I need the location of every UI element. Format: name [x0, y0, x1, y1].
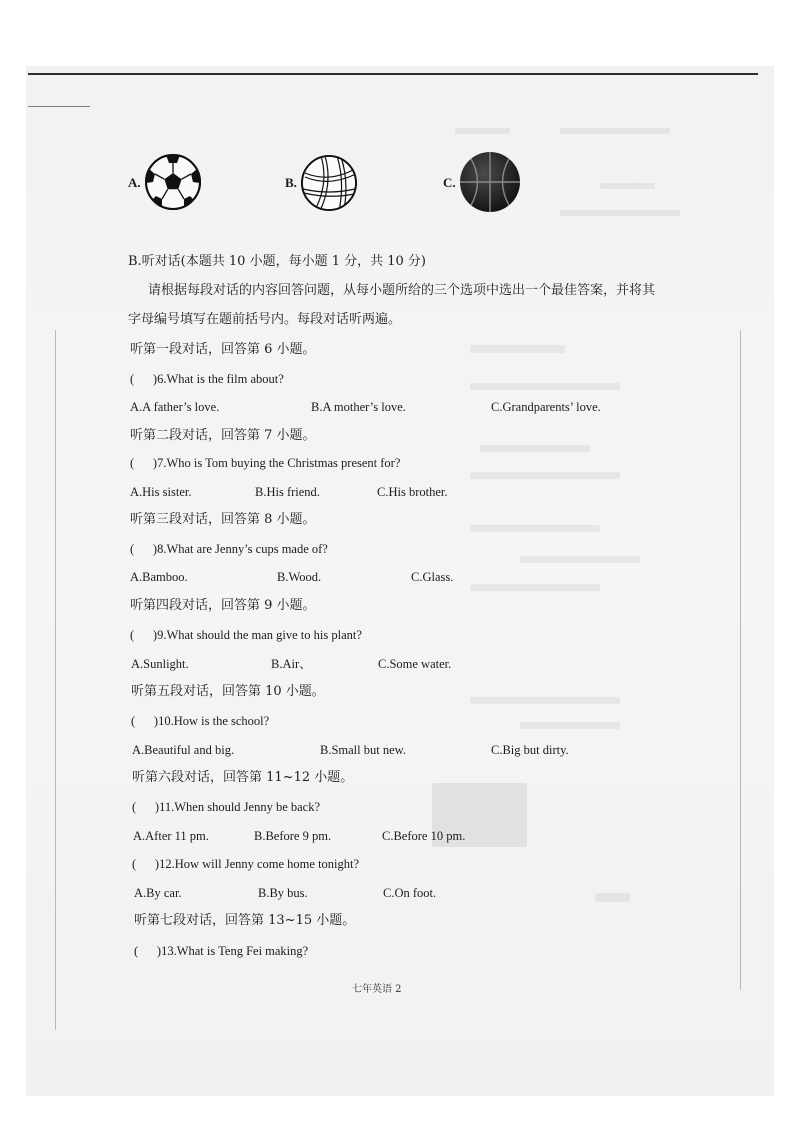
question-7-option-c: C.His brother.: [377, 485, 448, 499]
question-11-option-a: A.After 11 pm.: [133, 829, 209, 843]
question-6: ( )6.What is the film about?: [130, 372, 284, 386]
dialog-6-intro: 听第六段对话，回答第 11~12 小题。: [132, 770, 354, 785]
bleed-through-mark: [480, 445, 590, 452]
question-11-option-c: C.Before 10 pm.: [382, 829, 466, 843]
dialog-4-intro: 听第四段对话，回答第 9 小题。: [130, 598, 316, 613]
basketball-icon: [458, 150, 522, 214]
bleed-through-mark: [470, 383, 620, 390]
question-13: ( )13.What is Teng Fei making?: [134, 944, 309, 958]
question-11-options: [0, 827, 794, 845]
bleed-through-mark: [520, 722, 620, 729]
question-9-option-a: A.Sunlight.: [131, 657, 189, 671]
bleed-through-mark: [470, 472, 620, 479]
question-8-option-b: B.Wood.: [277, 570, 322, 584]
dialog-1-intro: 听第一段对话，回答第 6 小题。: [130, 342, 316, 357]
question-8-option-c: C.Glass.: [411, 570, 454, 584]
question-7-options: [0, 483, 794, 501]
question-8-options: [0, 568, 794, 586]
question-12-option-b: B.By bus.: [258, 886, 308, 900]
bleed-through-mark: [560, 128, 670, 134]
question-9: ( )9.What should the man give to his plant?: [130, 628, 362, 642]
question-9-options: [0, 655, 794, 673]
question-6-option-c: C.Grandparents’ love.: [491, 400, 601, 414]
question-12-option-c: C.On foot.: [383, 886, 437, 900]
image-option-c-label: C.: [443, 175, 456, 190]
question-10-option-a: A.Beautiful and big.: [132, 743, 235, 757]
volleyball-icon: [299, 153, 359, 213]
image-option-b-label: B.: [285, 175, 297, 190]
question-12-options: [0, 884, 794, 902]
soccer-ball-icon: [143, 152, 203, 212]
question-7-option-b: B.His friend.: [255, 485, 320, 499]
question-10-option-c: C.Big but dirty.: [491, 743, 569, 757]
left-margin-line: [55, 330, 56, 1030]
bleed-through-mark: [455, 128, 510, 134]
section-title: B.听对话(本题共 10 小题，每小题 1 分，共 10 分): [128, 254, 426, 269]
question-11-option-b: B.Before 9 pm.: [254, 829, 332, 843]
bleed-through-mark: [470, 525, 600, 532]
page-footer: 七年英语 2: [352, 984, 402, 995]
question-12-option-a: A.By car.: [134, 886, 182, 900]
question-6-options: [0, 398, 794, 416]
image-option-a-label: A.: [128, 175, 141, 190]
question-8-option-a: A.Bamboo.: [130, 570, 188, 584]
question-9-option-c: C.Some water.: [378, 657, 452, 671]
bleed-through-mark: [520, 556, 640, 563]
question-7-option-a: A.His sister.: [130, 485, 192, 499]
question-9-option-b: B.Air、: [271, 657, 312, 671]
bleed-through-mark: [600, 183, 655, 189]
instructions-line-1: 请根据每段对话的内容回答问题，从每小题所给的三个选项中选出一个最佳答案，并将其: [148, 283, 656, 298]
bleed-through-mark: [470, 345, 565, 353]
question-10-option-b: B.Small but new.: [320, 743, 406, 757]
dialog-7-intro: 听第七段对话，回答第 13~15 小题。: [134, 913, 356, 928]
question-10-options: [0, 741, 794, 759]
question-11: ( )11.When should Jenny be back?: [132, 800, 321, 814]
top-left-rule: [28, 106, 90, 107]
dialog-3-intro: 听第三段对话，回答第 8 小题。: [130, 512, 316, 527]
instructions-line-2: 字母编号填写在题前括号内。每段对话听两遍。: [128, 312, 402, 327]
bleed-through-mark: [560, 210, 680, 216]
dialog-5-intro: 听第五段对话，回答第 10 小题。: [131, 684, 325, 699]
dialog-2-intro: 听第二段对话，回答第 7 小题。: [130, 428, 316, 443]
bleed-through-mark: [470, 697, 620, 704]
question-6-option-a: A.A father’s love.: [130, 400, 220, 414]
question-10: ( )10.How is the school?: [131, 714, 270, 728]
question-6-option-b: B.A mother’s love.: [311, 400, 406, 414]
question-7: ( )7.Who is Tom buying the Christmas present for?: [130, 456, 401, 470]
question-8: ( )8.What are Jenny’s cups made of?: [130, 542, 328, 556]
top-rule: [28, 73, 758, 75]
question-12: ( )12.How will Jenny come home tonight?: [132, 857, 360, 871]
